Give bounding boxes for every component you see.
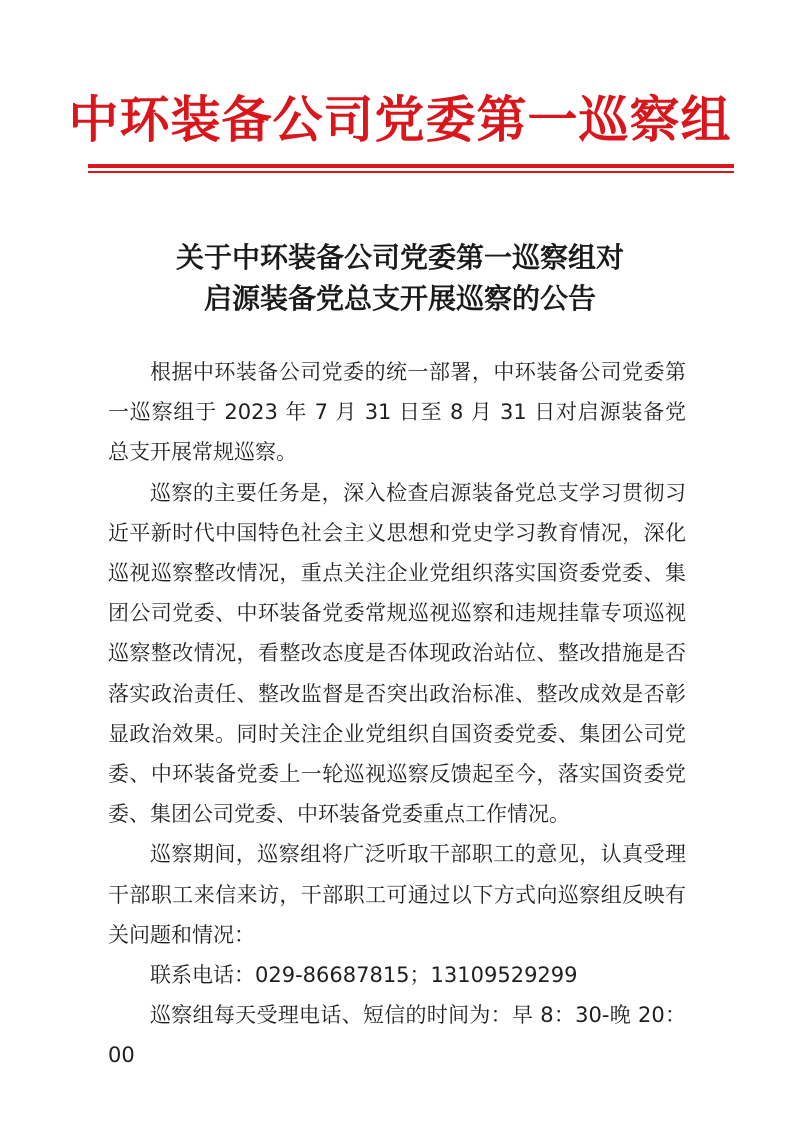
contact-phone: 联系电话：029-86687815；13109529299	[150, 963, 578, 988]
service-hours: 巡察组每天受理电话、短信的时间为：早 8：30-晚 20：00	[108, 1003, 686, 1068]
paragraph-deployment: 根据中环装备公司党委的统一部署，中环装备公司党委第一巡察组于 2023 年 7 月 31 日至 8 月 31 日对启源装备党总支开展常规巡察。	[108, 360, 686, 465]
masthead-rule-thin	[88, 171, 734, 173]
notice-title-line-2: 启源装备党总支开展巡察的公告	[203, 282, 596, 315]
paragraph-main-tasks: 巡察的主要任务是，深入检查启源装备党总支学习贯彻习近平新时代中国特色社会主义思想和党史学习教育情况，深化巡视巡察整改情况，重点关注企业党组织落实国资委党委、集团公司党委、中环装备党委常规巡视巡察和违规挂靠专项巡视巡察整改情况，看整改态度是否体现政治站位、整改措施是否落实政治责任、整改监督是否突出政治标准、整改成效是否彰显政治效果。同时关注企业党组织自国资委党委、集团公司党委、中环装备党委上一轮巡视巡察反馈起至今，落实国资委党委、集团公司党委、中环装备党委重点工作情况。	[108, 480, 686, 827]
masthead-rule-thick	[88, 164, 734, 168]
notice-title-line-1: 关于中环装备公司党委第一巡察组对	[175, 241, 624, 274]
notice-body	[108, 352, 686, 1076]
masthead-title: 中环装备公司党委第一巡察组	[68, 90, 732, 149]
paragraph-feedback: 巡察期间，巡察组将广泛听取干部职工的意见，认真受理干部职工来信来访，干部职工可通过以下方式向巡察组反映有关问题和情况：	[108, 842, 686, 947]
